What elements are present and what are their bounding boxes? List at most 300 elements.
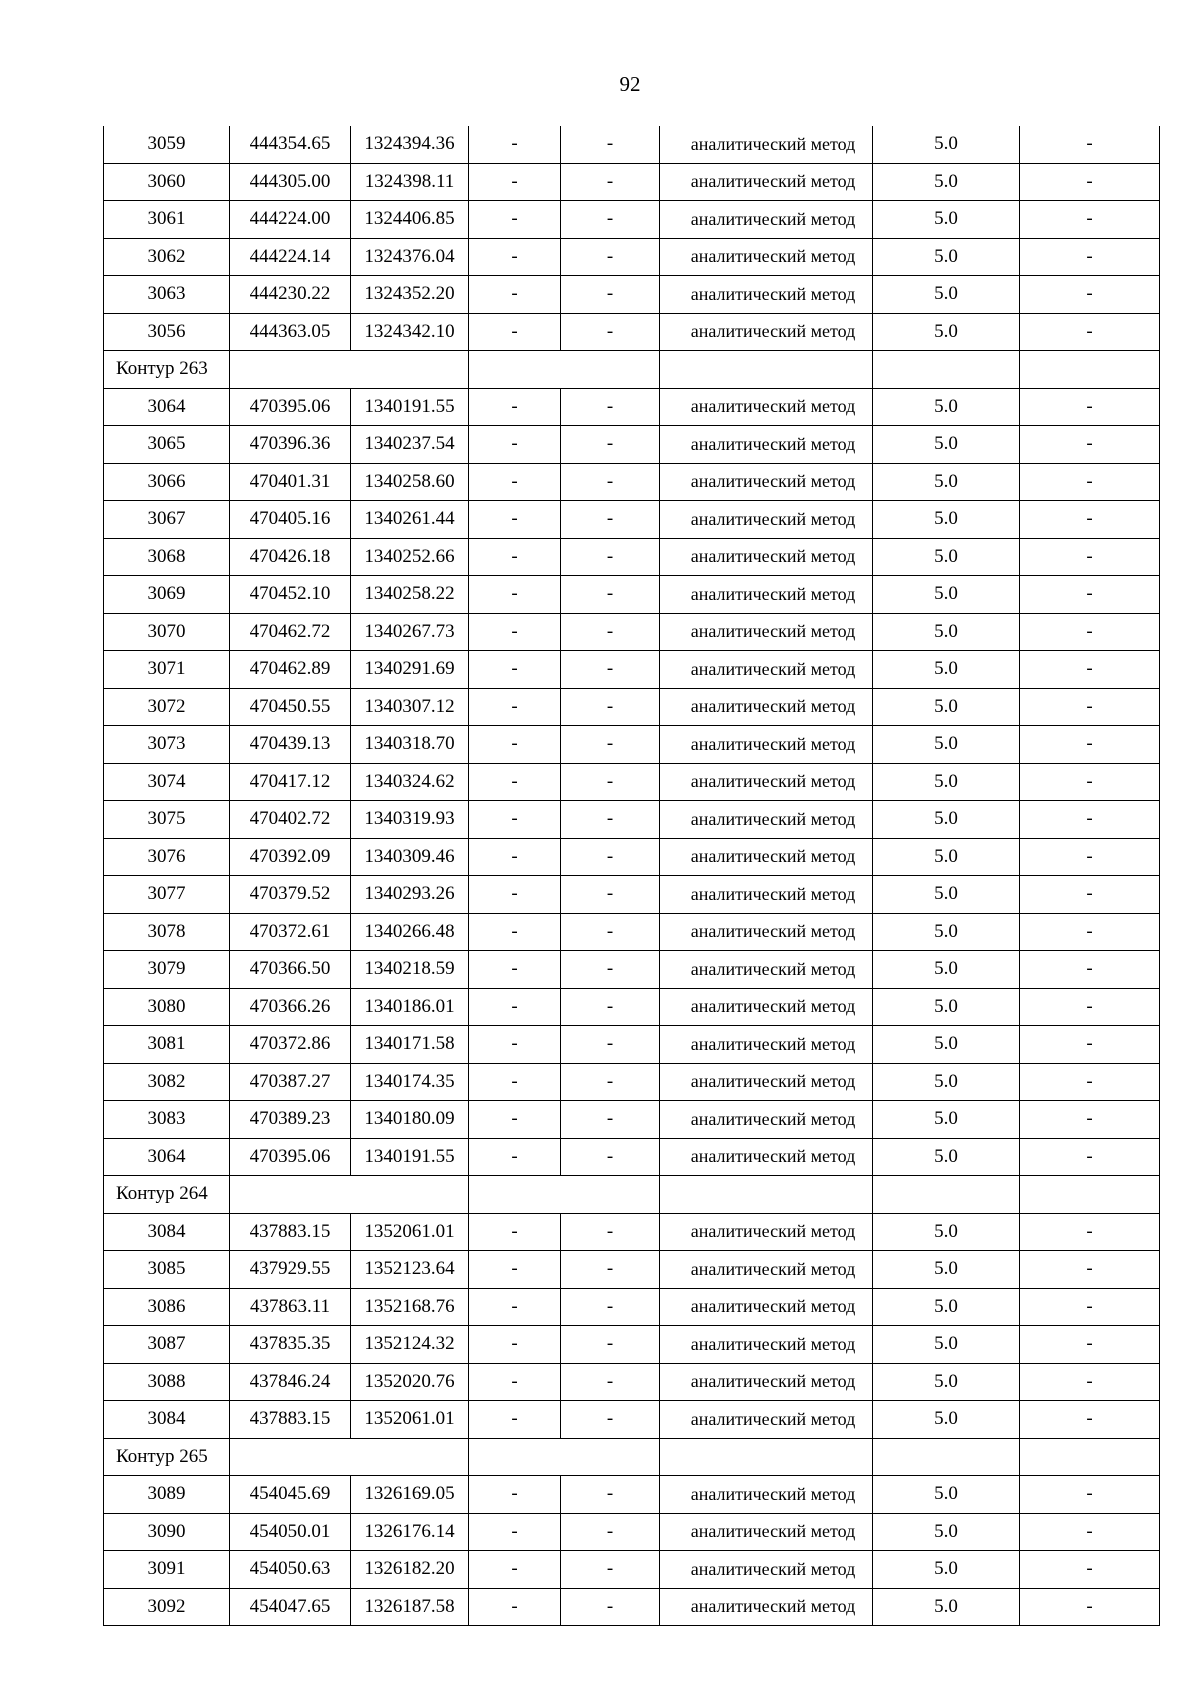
column-8-cell: -	[1020, 1551, 1160, 1589]
y-coordinate-cell: 1324352.20	[351, 276, 469, 314]
column-4-cell: -	[469, 576, 561, 614]
column-5-cell: -	[561, 763, 660, 801]
x-coordinate-cell: 470396.36	[230, 426, 351, 464]
accuracy-cell: 5.0	[873, 1401, 1020, 1439]
method-cell: аналитический метод	[660, 1138, 873, 1176]
accuracy-cell: 5.0	[873, 801, 1020, 839]
column-4-cell: -	[469, 1513, 561, 1551]
x-coordinate-cell: 444354.65	[230, 126, 351, 163]
point-number-cell: 3069	[104, 576, 230, 614]
x-coordinate-cell: 470372.86	[230, 1026, 351, 1064]
column-8-cell: -	[1020, 763, 1160, 801]
column-8-cell: -	[1020, 1401, 1160, 1439]
column-5-cell: -	[561, 1213, 660, 1251]
point-number-cell: 3089	[104, 1476, 230, 1514]
page-number: 92	[619, 72, 641, 96]
column-8-cell: -	[1020, 276, 1160, 314]
empty-cell	[1020, 351, 1160, 389]
point-number-cell: 3070	[104, 613, 230, 651]
column-4-cell: -	[469, 276, 561, 314]
accuracy-cell: 5.0	[873, 1288, 1020, 1326]
column-8-cell: -	[1020, 426, 1160, 464]
method-cell: аналитический метод	[660, 1026, 873, 1064]
column-8-cell: -	[1020, 1326, 1160, 1364]
column-5-cell: -	[561, 688, 660, 726]
y-coordinate-cell: 1324398.11	[351, 163, 469, 201]
point-number-cell: 3087	[104, 1326, 230, 1364]
column-5-cell: -	[561, 1363, 660, 1401]
column-4-cell: -	[469, 951, 561, 989]
point-number-cell: 3090	[104, 1513, 230, 1551]
empty-cell	[660, 351, 873, 389]
column-4-cell: -	[469, 838, 561, 876]
x-coordinate-cell: 470426.18	[230, 538, 351, 576]
method-cell: аналитический метод	[660, 1588, 873, 1626]
accuracy-cell: 5.0	[873, 313, 1020, 351]
column-5-cell: -	[561, 951, 660, 989]
method-cell: аналитический метод	[660, 238, 873, 276]
table-row	[104, 238, 1160, 276]
column-4-cell: -	[469, 913, 561, 951]
column-4-cell: -	[469, 1476, 561, 1514]
x-coordinate-cell: 444230.22	[230, 276, 351, 314]
empty-cell	[1020, 1438, 1160, 1476]
column-4-cell: -	[469, 876, 561, 914]
accuracy-cell: 5.0	[873, 201, 1020, 239]
column-8-cell: -	[1020, 1026, 1160, 1064]
table-row	[104, 1363, 1160, 1401]
column-4-cell: -	[469, 1551, 561, 1589]
method-cell: аналитический метод	[660, 1476, 873, 1514]
table-row	[104, 501, 1160, 539]
method-cell: аналитический метод	[660, 988, 873, 1026]
column-4-cell: -	[469, 1026, 561, 1064]
x-coordinate-cell: 470387.27	[230, 1063, 351, 1101]
table-row	[104, 651, 1160, 689]
point-number-cell: 3077	[104, 876, 230, 914]
column-8-cell: -	[1020, 1251, 1160, 1289]
column-8-cell: -	[1020, 988, 1160, 1026]
method-cell: аналитический метод	[660, 538, 873, 576]
y-coordinate-cell: 1340191.55	[351, 388, 469, 426]
x-coordinate-cell: 470450.55	[230, 688, 351, 726]
column-8-cell: -	[1020, 1138, 1160, 1176]
column-4-cell: -	[469, 1213, 561, 1251]
method-cell: аналитический метод	[660, 726, 873, 764]
column-5-cell: -	[561, 1551, 660, 1589]
column-4-cell: -	[469, 538, 561, 576]
table-row	[104, 876, 1160, 914]
accuracy-cell: 5.0	[873, 1363, 1020, 1401]
column-4-cell: -	[469, 1588, 561, 1626]
column-8-cell: -	[1020, 1063, 1160, 1101]
column-4-cell: -	[469, 163, 561, 201]
empty-cell	[469, 1176, 660, 1214]
table-row	[104, 313, 1160, 351]
x-coordinate-cell: 470379.52	[230, 876, 351, 914]
table-row	[104, 426, 1160, 464]
accuracy-cell: 5.0	[873, 576, 1020, 614]
column-5-cell: -	[561, 726, 660, 764]
accuracy-cell: 5.0	[873, 1251, 1020, 1289]
accuracy-cell: 5.0	[873, 538, 1020, 576]
column-5-cell: -	[561, 1063, 660, 1101]
table-row	[104, 1513, 1160, 1551]
point-number-cell: 3081	[104, 1026, 230, 1064]
point-number-cell: 3092	[104, 1588, 230, 1626]
column-5-cell: -	[561, 988, 660, 1026]
method-cell: аналитический метод	[660, 1063, 873, 1101]
table-row	[104, 1588, 1160, 1626]
column-8-cell: -	[1020, 501, 1160, 539]
y-coordinate-cell: 1326182.20	[351, 1551, 469, 1589]
accuracy-cell: 5.0	[873, 1063, 1020, 1101]
x-coordinate-cell: 437883.15	[230, 1213, 351, 1251]
accuracy-cell: 5.0	[873, 276, 1020, 314]
column-4-cell: -	[469, 501, 561, 539]
accuracy-cell: 5.0	[873, 388, 1020, 426]
x-coordinate-cell: 470395.06	[230, 1138, 351, 1176]
accuracy-cell: 5.0	[873, 913, 1020, 951]
accuracy-cell: 5.0	[873, 1476, 1020, 1514]
column-8-cell: -	[1020, 613, 1160, 651]
y-coordinate-cell: 1352061.01	[351, 1213, 469, 1251]
table-row	[104, 463, 1160, 501]
method-cell: аналитический метод	[660, 1326, 873, 1364]
table-row	[104, 1251, 1160, 1289]
accuracy-cell: 5.0	[873, 501, 1020, 539]
column-8-cell: -	[1020, 1476, 1160, 1514]
column-8-cell: -	[1020, 1288, 1160, 1326]
point-number-cell: 3060	[104, 163, 230, 201]
point-number-cell: 3068	[104, 538, 230, 576]
column-4-cell: -	[469, 426, 561, 464]
point-number-cell: 3056	[104, 313, 230, 351]
table-row	[104, 1026, 1160, 1064]
table-row	[104, 801, 1160, 839]
method-cell: аналитический метод	[660, 651, 873, 689]
empty-cell	[660, 1438, 873, 1476]
method-cell: аналитический метод	[660, 1288, 873, 1326]
y-coordinate-cell: 1340191.55	[351, 1138, 469, 1176]
y-coordinate-cell: 1324406.85	[351, 201, 469, 239]
y-coordinate-cell: 1340258.60	[351, 463, 469, 501]
table-body	[104, 126, 1160, 1626]
column-4-cell: -	[469, 1063, 561, 1101]
column-5-cell: -	[561, 1288, 660, 1326]
point-number-cell: 3083	[104, 1101, 230, 1139]
table-row	[104, 388, 1160, 426]
y-coordinate-cell: 1326169.05	[351, 1476, 469, 1514]
x-coordinate-cell: 454050.63	[230, 1551, 351, 1589]
table-row	[104, 988, 1160, 1026]
column-5-cell: -	[561, 1026, 660, 1064]
method-cell: аналитический метод	[660, 951, 873, 989]
point-number-cell: 3067	[104, 501, 230, 539]
column-8-cell: -	[1020, 163, 1160, 201]
accuracy-cell: 5.0	[873, 1138, 1020, 1176]
method-cell: аналитический метод	[660, 426, 873, 464]
coordinates-table	[103, 126, 1160, 1626]
method-cell: аналитический метод	[660, 688, 873, 726]
table-row	[104, 688, 1160, 726]
method-cell: аналитический метод	[660, 613, 873, 651]
column-4-cell: -	[469, 313, 561, 351]
method-cell: аналитический метод	[660, 126, 873, 163]
table-row	[104, 763, 1160, 801]
accuracy-cell: 5.0	[873, 876, 1020, 914]
point-number-cell: 3086	[104, 1288, 230, 1326]
y-coordinate-cell: 1340319.93	[351, 801, 469, 839]
table-row	[104, 1138, 1160, 1176]
method-cell: аналитический метод	[660, 838, 873, 876]
x-coordinate-cell: 444224.14	[230, 238, 351, 276]
column-5-cell: -	[561, 201, 660, 239]
method-cell: аналитический метод	[660, 1401, 873, 1439]
table-row	[104, 1551, 1160, 1589]
column-4-cell: -	[469, 726, 561, 764]
y-coordinate-cell: 1352061.01	[351, 1401, 469, 1439]
y-coordinate-cell: 1340307.12	[351, 688, 469, 726]
column-8-cell: -	[1020, 1101, 1160, 1139]
method-cell: аналитический метод	[660, 1551, 873, 1589]
x-coordinate-cell: 454050.01	[230, 1513, 351, 1551]
column-4-cell: -	[469, 1401, 561, 1439]
table-row	[104, 163, 1160, 201]
column-8-cell: -	[1020, 388, 1160, 426]
column-4-cell: -	[469, 388, 561, 426]
empty-cell	[660, 1176, 873, 1214]
accuracy-cell: 5.0	[873, 688, 1020, 726]
y-coordinate-cell: 1340252.66	[351, 538, 469, 576]
column-8-cell: -	[1020, 238, 1160, 276]
column-5-cell: -	[561, 126, 660, 163]
x-coordinate-cell: 454047.65	[230, 1588, 351, 1626]
point-number-cell: 3062	[104, 238, 230, 276]
point-number-cell: 3064	[104, 1138, 230, 1176]
x-coordinate-cell: 437835.35	[230, 1326, 351, 1364]
point-number-cell: 3074	[104, 763, 230, 801]
column-4-cell: -	[469, 1251, 561, 1289]
column-8-cell: -	[1020, 876, 1160, 914]
empty-cell	[469, 351, 660, 389]
accuracy-cell: 5.0	[873, 1326, 1020, 1364]
accuracy-cell: 5.0	[873, 1551, 1020, 1589]
method-cell: аналитический метод	[660, 313, 873, 351]
empty-cell	[1020, 1176, 1160, 1214]
point-number-cell: 3085	[104, 1251, 230, 1289]
column-8-cell: -	[1020, 688, 1160, 726]
x-coordinate-cell: 470402.72	[230, 801, 351, 839]
method-cell: аналитический метод	[660, 913, 873, 951]
column-8-cell: -	[1020, 651, 1160, 689]
x-coordinate-cell: 470439.13	[230, 726, 351, 764]
y-coordinate-cell: 1352168.76	[351, 1288, 469, 1326]
table-row	[104, 1063, 1160, 1101]
column-8-cell: -	[1020, 201, 1160, 239]
y-coordinate-cell: 1340261.44	[351, 501, 469, 539]
method-cell: аналитический метод	[660, 1213, 873, 1251]
y-coordinate-cell: 1340180.09	[351, 1101, 469, 1139]
column-4-cell: -	[469, 763, 561, 801]
accuracy-cell: 5.0	[873, 126, 1020, 163]
column-4-cell: -	[469, 126, 561, 163]
column-5-cell: -	[561, 876, 660, 914]
y-coordinate-cell: 1340293.26	[351, 876, 469, 914]
method-cell: аналитический метод	[660, 501, 873, 539]
point-number-cell: 3064	[104, 388, 230, 426]
table-row	[104, 538, 1160, 576]
y-coordinate-cell: 1340171.58	[351, 1026, 469, 1064]
empty-cell	[873, 1176, 1020, 1214]
column-4-cell: -	[469, 1101, 561, 1139]
x-coordinate-cell: 437883.15	[230, 1401, 351, 1439]
x-coordinate-cell: 437846.24	[230, 1363, 351, 1401]
column-8-cell: -	[1020, 951, 1160, 989]
y-coordinate-cell: 1340309.46	[351, 838, 469, 876]
table-row	[104, 276, 1160, 314]
column-5-cell: -	[561, 238, 660, 276]
table-row	[104, 1326, 1160, 1364]
column-5-cell: -	[561, 1138, 660, 1176]
y-coordinate-cell: 1352020.76	[351, 1363, 469, 1401]
column-5-cell: -	[561, 1476, 660, 1514]
accuracy-cell: 5.0	[873, 951, 1020, 989]
contour-label: Контур 265	[104, 1438, 230, 1476]
point-number-cell: 3076	[104, 838, 230, 876]
x-coordinate-cell: 470366.26	[230, 988, 351, 1026]
y-coordinate-cell: 1340267.73	[351, 613, 469, 651]
table-row	[104, 576, 1160, 614]
method-cell: аналитический метод	[660, 876, 873, 914]
column-5-cell: -	[561, 576, 660, 614]
contour-label: Контур 263	[104, 351, 230, 389]
point-number-cell: 3079	[104, 951, 230, 989]
column-4-cell: -	[469, 201, 561, 239]
method-cell: аналитический метод	[660, 576, 873, 614]
column-8-cell: -	[1020, 726, 1160, 764]
column-5-cell: -	[561, 501, 660, 539]
empty-cell	[873, 351, 1020, 389]
column-4-cell: -	[469, 613, 561, 651]
point-number-cell: 3088	[104, 1363, 230, 1401]
point-number-cell: 3061	[104, 201, 230, 239]
column-5-cell: -	[561, 276, 660, 314]
point-number-cell: 3080	[104, 988, 230, 1026]
y-coordinate-cell: 1340258.22	[351, 576, 469, 614]
column-4-cell: -	[469, 801, 561, 839]
column-4-cell: -	[469, 1326, 561, 1364]
x-coordinate-cell: 470417.12	[230, 763, 351, 801]
method-cell: аналитический метод	[660, 1101, 873, 1139]
column-8-cell: -	[1020, 538, 1160, 576]
y-coordinate-cell: 1324376.04	[351, 238, 469, 276]
point-number-cell: 3071	[104, 651, 230, 689]
accuracy-cell: 5.0	[873, 763, 1020, 801]
contour-header-row	[104, 351, 1160, 389]
table-row	[104, 726, 1160, 764]
point-number-cell: 3078	[104, 913, 230, 951]
method-cell: аналитический метод	[660, 1513, 873, 1551]
x-coordinate-cell: 470392.09	[230, 838, 351, 876]
column-8-cell: -	[1020, 463, 1160, 501]
table-row	[104, 913, 1160, 951]
y-coordinate-cell: 1340186.01	[351, 988, 469, 1026]
y-coordinate-cell: 1326187.58	[351, 1588, 469, 1626]
accuracy-cell: 5.0	[873, 988, 1020, 1026]
y-coordinate-cell: 1326176.14	[351, 1513, 469, 1551]
column-5-cell: -	[561, 651, 660, 689]
accuracy-cell: 5.0	[873, 163, 1020, 201]
accuracy-cell: 5.0	[873, 651, 1020, 689]
table-row	[104, 613, 1160, 651]
column-8-cell: -	[1020, 126, 1160, 163]
empty-cell	[873, 1438, 1020, 1476]
accuracy-cell: 5.0	[873, 463, 1020, 501]
point-number-cell: 3063	[104, 276, 230, 314]
point-number-cell: 3084	[104, 1213, 230, 1251]
empty-cell	[469, 1438, 660, 1476]
column-4-cell: -	[469, 651, 561, 689]
accuracy-cell: 5.0	[873, 1213, 1020, 1251]
method-cell: аналитический метод	[660, 163, 873, 201]
x-coordinate-cell: 454045.69	[230, 1476, 351, 1514]
x-coordinate-cell: 444305.00	[230, 163, 351, 201]
column-8-cell: -	[1020, 313, 1160, 351]
point-number-cell: 3066	[104, 463, 230, 501]
contour-label: Контур 264	[104, 1176, 230, 1214]
x-coordinate-cell: 444363.05	[230, 313, 351, 351]
accuracy-cell: 5.0	[873, 1026, 1020, 1064]
table-row	[104, 201, 1160, 239]
contour-header-row	[104, 1438, 1160, 1476]
x-coordinate-cell: 470462.89	[230, 651, 351, 689]
empty-cell	[230, 1438, 469, 1476]
method-cell: аналитический метод	[660, 1363, 873, 1401]
point-number-cell: 3075	[104, 801, 230, 839]
y-coordinate-cell: 1352123.64	[351, 1251, 469, 1289]
x-coordinate-cell: 470389.23	[230, 1101, 351, 1139]
column-5-cell: -	[561, 463, 660, 501]
point-number-cell: 3073	[104, 726, 230, 764]
method-cell: аналитический метод	[660, 463, 873, 501]
accuracy-cell: 5.0	[873, 613, 1020, 651]
accuracy-cell: 5.0	[873, 1588, 1020, 1626]
accuracy-cell: 5.0	[873, 426, 1020, 464]
column-5-cell: -	[561, 538, 660, 576]
table-row	[104, 126, 1160, 163]
column-5-cell: -	[561, 801, 660, 839]
column-4-cell: -	[469, 463, 561, 501]
x-coordinate-cell: 444224.00	[230, 201, 351, 239]
column-4-cell: -	[469, 1363, 561, 1401]
y-coordinate-cell: 1352124.32	[351, 1326, 469, 1364]
method-cell: аналитический метод	[660, 763, 873, 801]
column-5-cell: -	[561, 838, 660, 876]
column-5-cell: -	[561, 1401, 660, 1439]
column-5-cell: -	[561, 1326, 660, 1364]
table-row	[104, 1288, 1160, 1326]
empty-cell	[230, 1176, 469, 1214]
x-coordinate-cell: 470405.16	[230, 501, 351, 539]
method-cell: аналитический метод	[660, 201, 873, 239]
column-5-cell: -	[561, 1101, 660, 1139]
y-coordinate-cell: 1340318.70	[351, 726, 469, 764]
column-5-cell: -	[561, 426, 660, 464]
table-row	[104, 1213, 1160, 1251]
point-number-cell: 3059	[104, 126, 230, 163]
x-coordinate-cell: 437863.11	[230, 1288, 351, 1326]
